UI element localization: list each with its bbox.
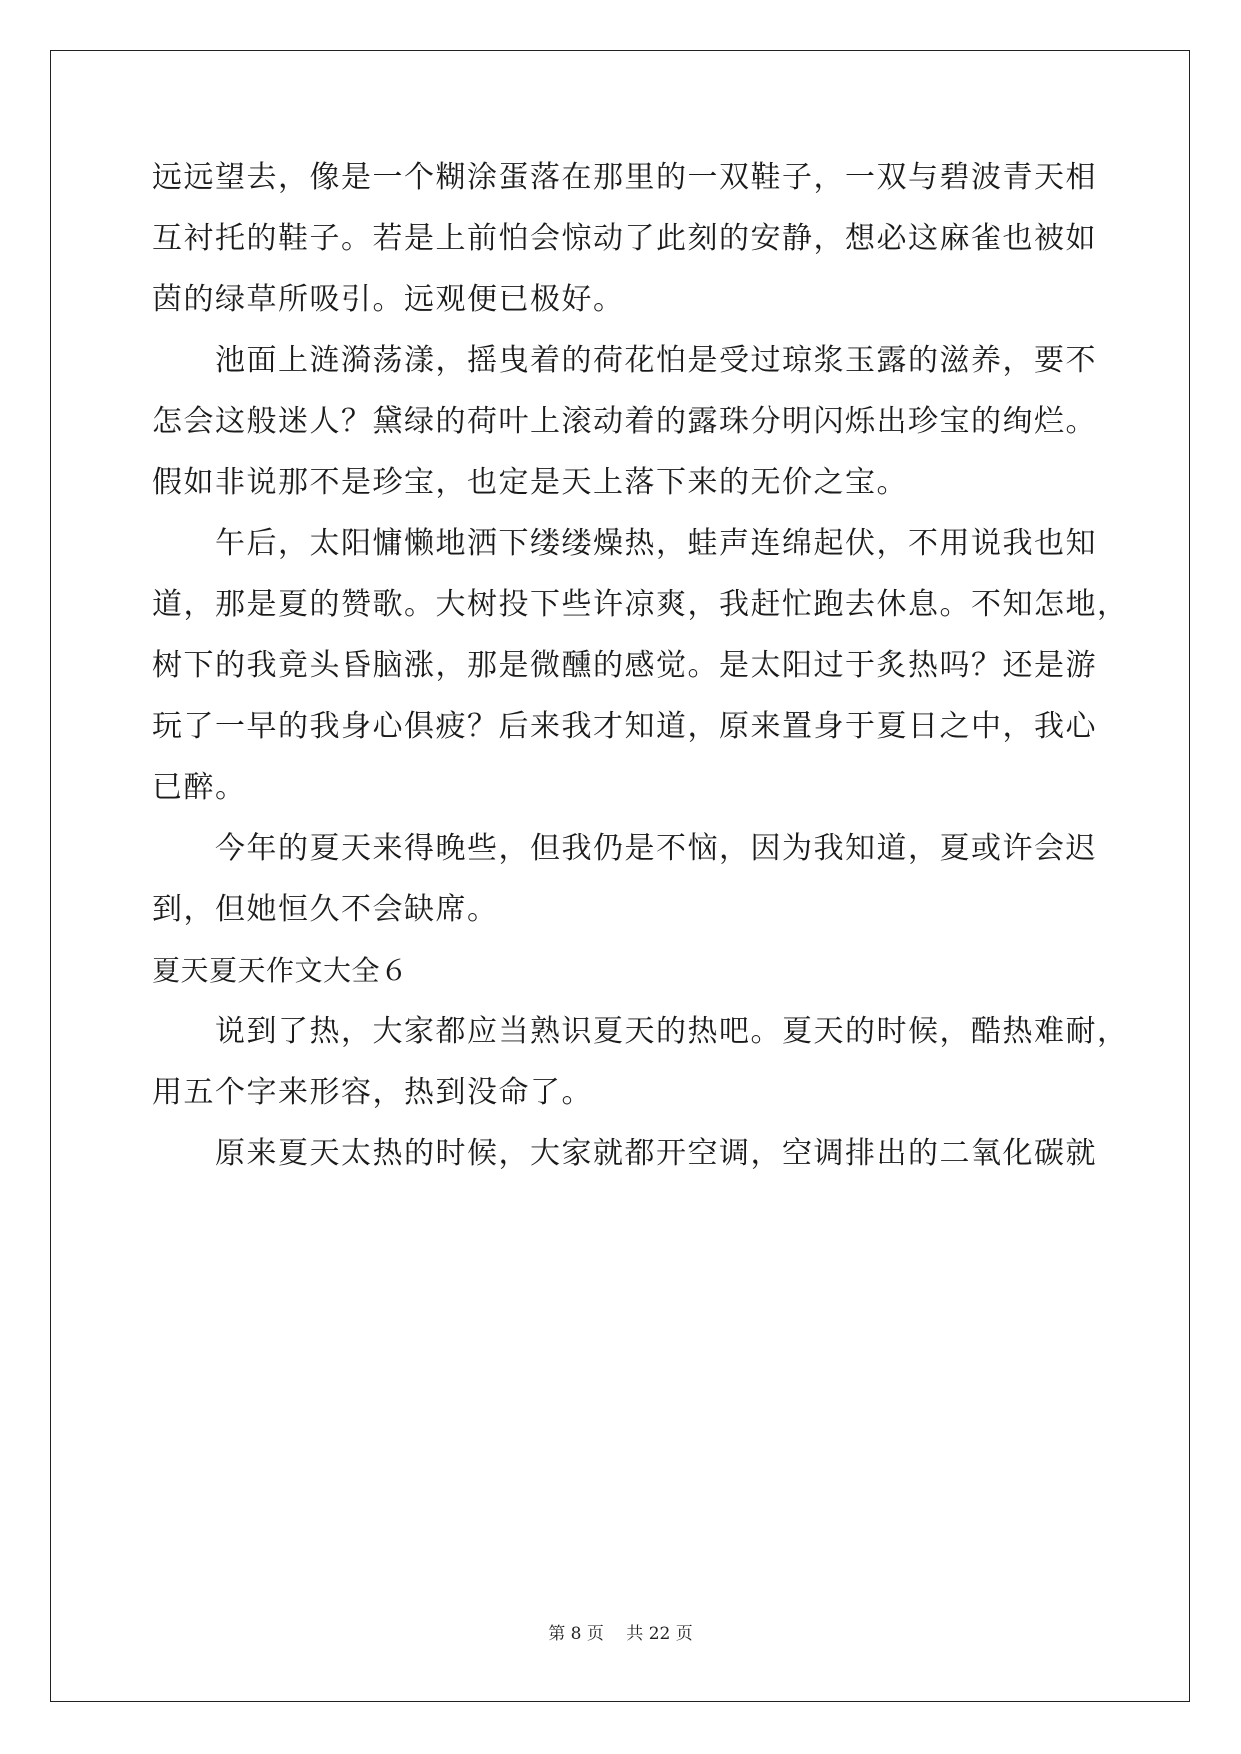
text-line: 互衬托的鞋子。若是上前怕会惊动了此刻的安静，想必这麻雀也被如 [152, 221, 1097, 256]
text-line: 远远望去，像是一个糊涂蛋落在那里的一双鞋子，一双与碧波青天相 [152, 160, 1097, 195]
text-line: 原来夏天太热的时候，大家就都开空调，空调排出的二氧化碳就 [152, 1136, 1097, 1171]
text-line: 用五个字来形容，热到没命了。 [152, 1075, 593, 1110]
text-line: 到，但她恒久不会缺席。 [152, 892, 499, 927]
text-line: 说到了热，大家都应当熟识夏天的热吧。夏天的时候，酷热难耐， [152, 1014, 1129, 1049]
text-line: 已醉。 [152, 770, 247, 805]
section-heading: 夏天夏天作文大全６ [152, 954, 409, 987]
text-line: 午后，太阳慵懒地洒下缕缕燥热，蛙声连绵起伏，不用说我也知 [152, 526, 1097, 561]
text-line: 道，那是夏的赞歌。大树投下些许凉爽，我赶忙跑去休息。不知怎地， [152, 587, 1129, 622]
text-line: 茵的绿草所吸引。远观便已极好。 [152, 282, 625, 317]
document-body [152, 158, 1129, 1195]
text-line: 树下的我竟头昏脑涨，那是微醺的感觉。是太阳过于炙热吗？还是游 [152, 648, 1097, 683]
text-line: 玩了一早的我身心俱疲？后来我才知道，原来置身于夏日之中，我心 [152, 709, 1097, 744]
text-line: 怎会这般迷人？黛绿的荷叶上滚动着的露珠分明闪烁出珍宝的绚烂。 [152, 404, 1097, 439]
text-line: 假如非说那不是珍宝，也定是天上落下来的无价之宝。 [152, 465, 908, 500]
page-footer [0, 1619, 1241, 1644]
page-number: 第 8 页 共 22 页 [548, 1624, 693, 1644]
text-line: 今年的夏天来得晚些，但我仍是不恼，因为我知道，夏或许会迟 [152, 831, 1097, 866]
text-line: 池面上涟漪荡漾，摇曳着的荷花怕是受过琼浆玉露的滋养，要不 [152, 343, 1097, 378]
